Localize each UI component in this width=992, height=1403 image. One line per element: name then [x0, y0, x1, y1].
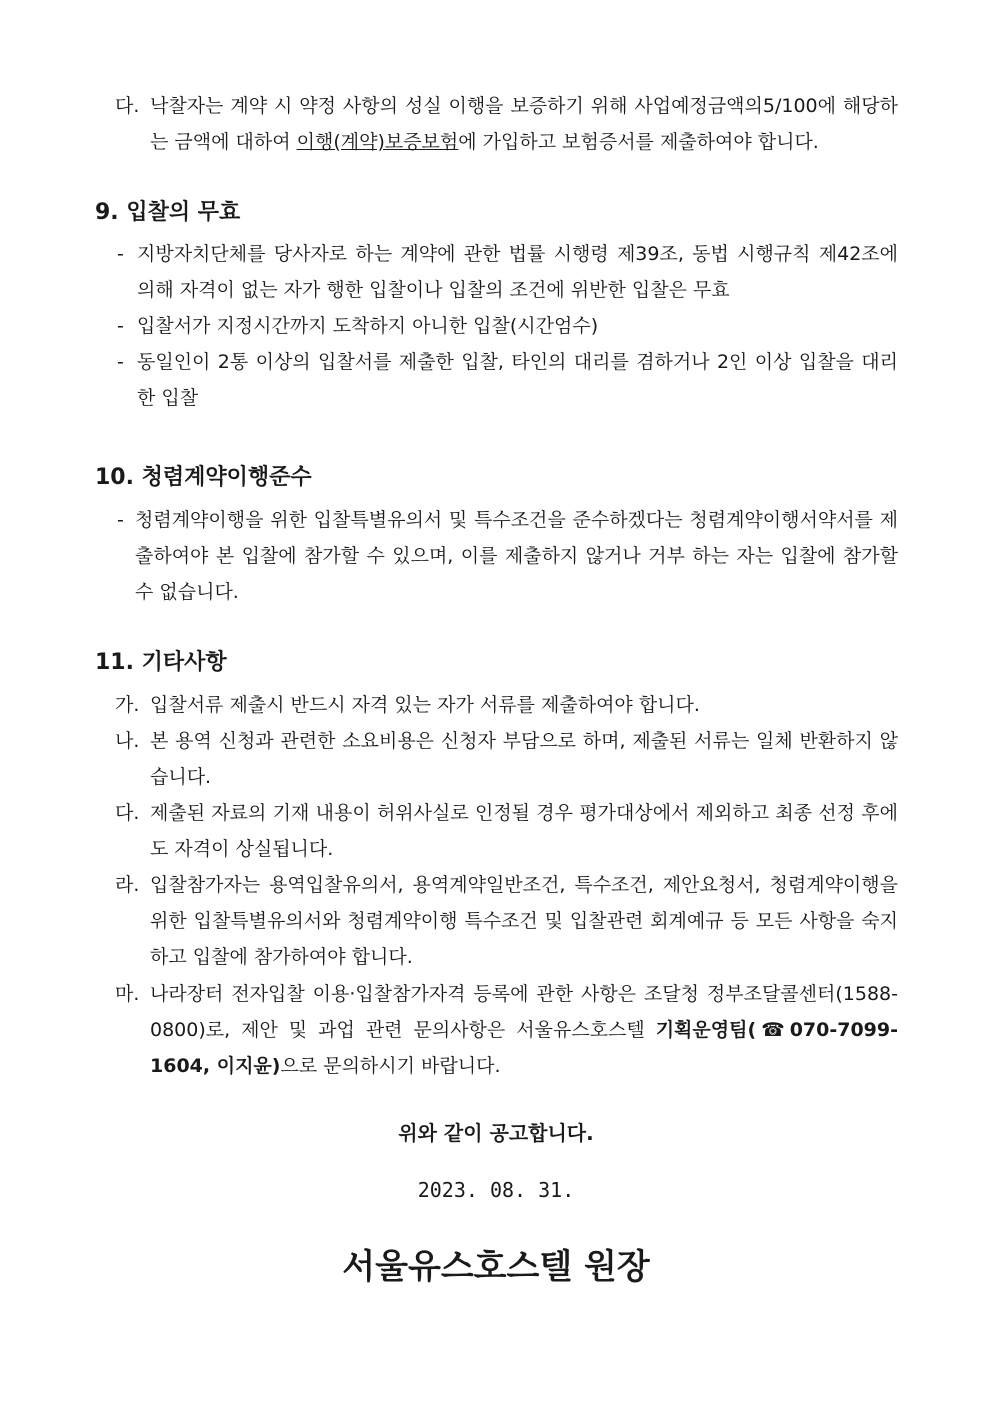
item-marker: 가. — [115, 694, 140, 716]
paragraph-text: 나라장터 전자입찰 이용·입찰참가자격 등록에 관한 사항은 조달청 정부조달콜센터(1588-0800)로, 제안 및 과업 관련 문의사항은 서울유스호스텔 — [150, 983, 898, 1041]
misc-item-da: 제출된 자료의 기재 내용이 허위사실로 인정될 경우 평가대상에서 제외하고 최종 선정 후에도 자격이 상실됩니다. — [150, 802, 898, 860]
invalid-bid-item-3: 동일인이 2통 이상의 입찰서를 제출한 입찰, 타인의 대리를 겸하거나 2인 이상 입찰을 대리한 입찰 — [137, 351, 898, 409]
item-marker: 마. — [115, 983, 140, 1005]
issuing-organization: 서울유스호스텔 원장 — [342, 1247, 650, 1287]
paragraph-text: 에 가입하고 보험증서를 제출하여야 합니다. — [458, 131, 819, 153]
contact-info-bold: 기획운영팀(☎070-7099-1604, 이지윤) — [150, 1019, 899, 1077]
item-marker: 다. — [115, 95, 140, 117]
section-9-heading: 9. 입찰의 무효 — [95, 200, 241, 225]
item-marker: - — [117, 243, 124, 265]
contract-guarantee-paragraph — [150, 88, 898, 160]
misc-item-na: 본 용역 신청과 관련한 소요비용은 신청자 부담으로 하며, 제출된 서류는 일체 반환하지 않습니다. — [150, 730, 898, 788]
item-marker: - — [117, 509, 124, 531]
guarantee-insurance-underlined: 이행(계약)보증보험 — [296, 131, 459, 153]
misc-item-ma — [150, 976, 898, 1084]
integrity-contract-item: 청렴계약이행을 위한 입찰특별유의서 및 특수조건을 준수하겠다는 청렴계약이행서약서를 제출하여야 본 입찰에 참가할 수 있으며, 이를 제출하지 않거나 거부 하는 자는 입찰에 참가할 수 없습니다. — [135, 509, 898, 603]
misc-item-ra: 입찰참가자는 용역입찰유의서, 용역계약일반조건, 특수조건, 제안요청서, 청렴계약이행을 위한 입찰특별유의서와 청렴계약이행 특수조건 및 입찰관련 회계예규 등 모든 사항을 숙지하고 입찰에 참가하여야 합니다. — [150, 874, 898, 968]
item-marker: - — [117, 315, 124, 337]
item-marker: 다. — [115, 802, 140, 824]
section-11-heading: 11. 기타사항 — [95, 650, 227, 675]
item-marker: 나. — [115, 730, 140, 752]
item-marker: 라. — [115, 874, 140, 896]
misc-item-ga: 입찰서류 제출시 반드시 자격 있는 자가 서류를 제출하여야 합니다. — [150, 694, 700, 716]
announcement-notice: 위와 같이 공고합니다. — [398, 1121, 594, 1145]
announcement-date: 2023. 08. 31. — [417, 1178, 575, 1202]
invalid-bid-item-1: 지방자치단체를 당사자로 하는 계약에 관한 법률 시행령 제39조, 동법 시행규칙 제42조에 의해 자격이 없는 자가 행한 입찰이나 입찰의 조건에 위반한 입찰은 무효 — [137, 243, 898, 301]
paragraph-text: 낙찰자는 계약 시 약정 사항의 성실 이행을 보증하기 위해 사업예정금액의5/100에 해당하는 금액에 대하여 — [150, 95, 898, 153]
invalid-bid-item-2: 입찰서가 지정시간까지 도착하지 아니한 입찰(시간엄수) — [137, 315, 599, 337]
item-marker: - — [117, 351, 124, 373]
section-10-heading: 10. 청렴계약이행준수 — [95, 465, 312, 490]
paragraph-text: 으로 문의하시기 바랍니다. — [280, 1055, 501, 1077]
